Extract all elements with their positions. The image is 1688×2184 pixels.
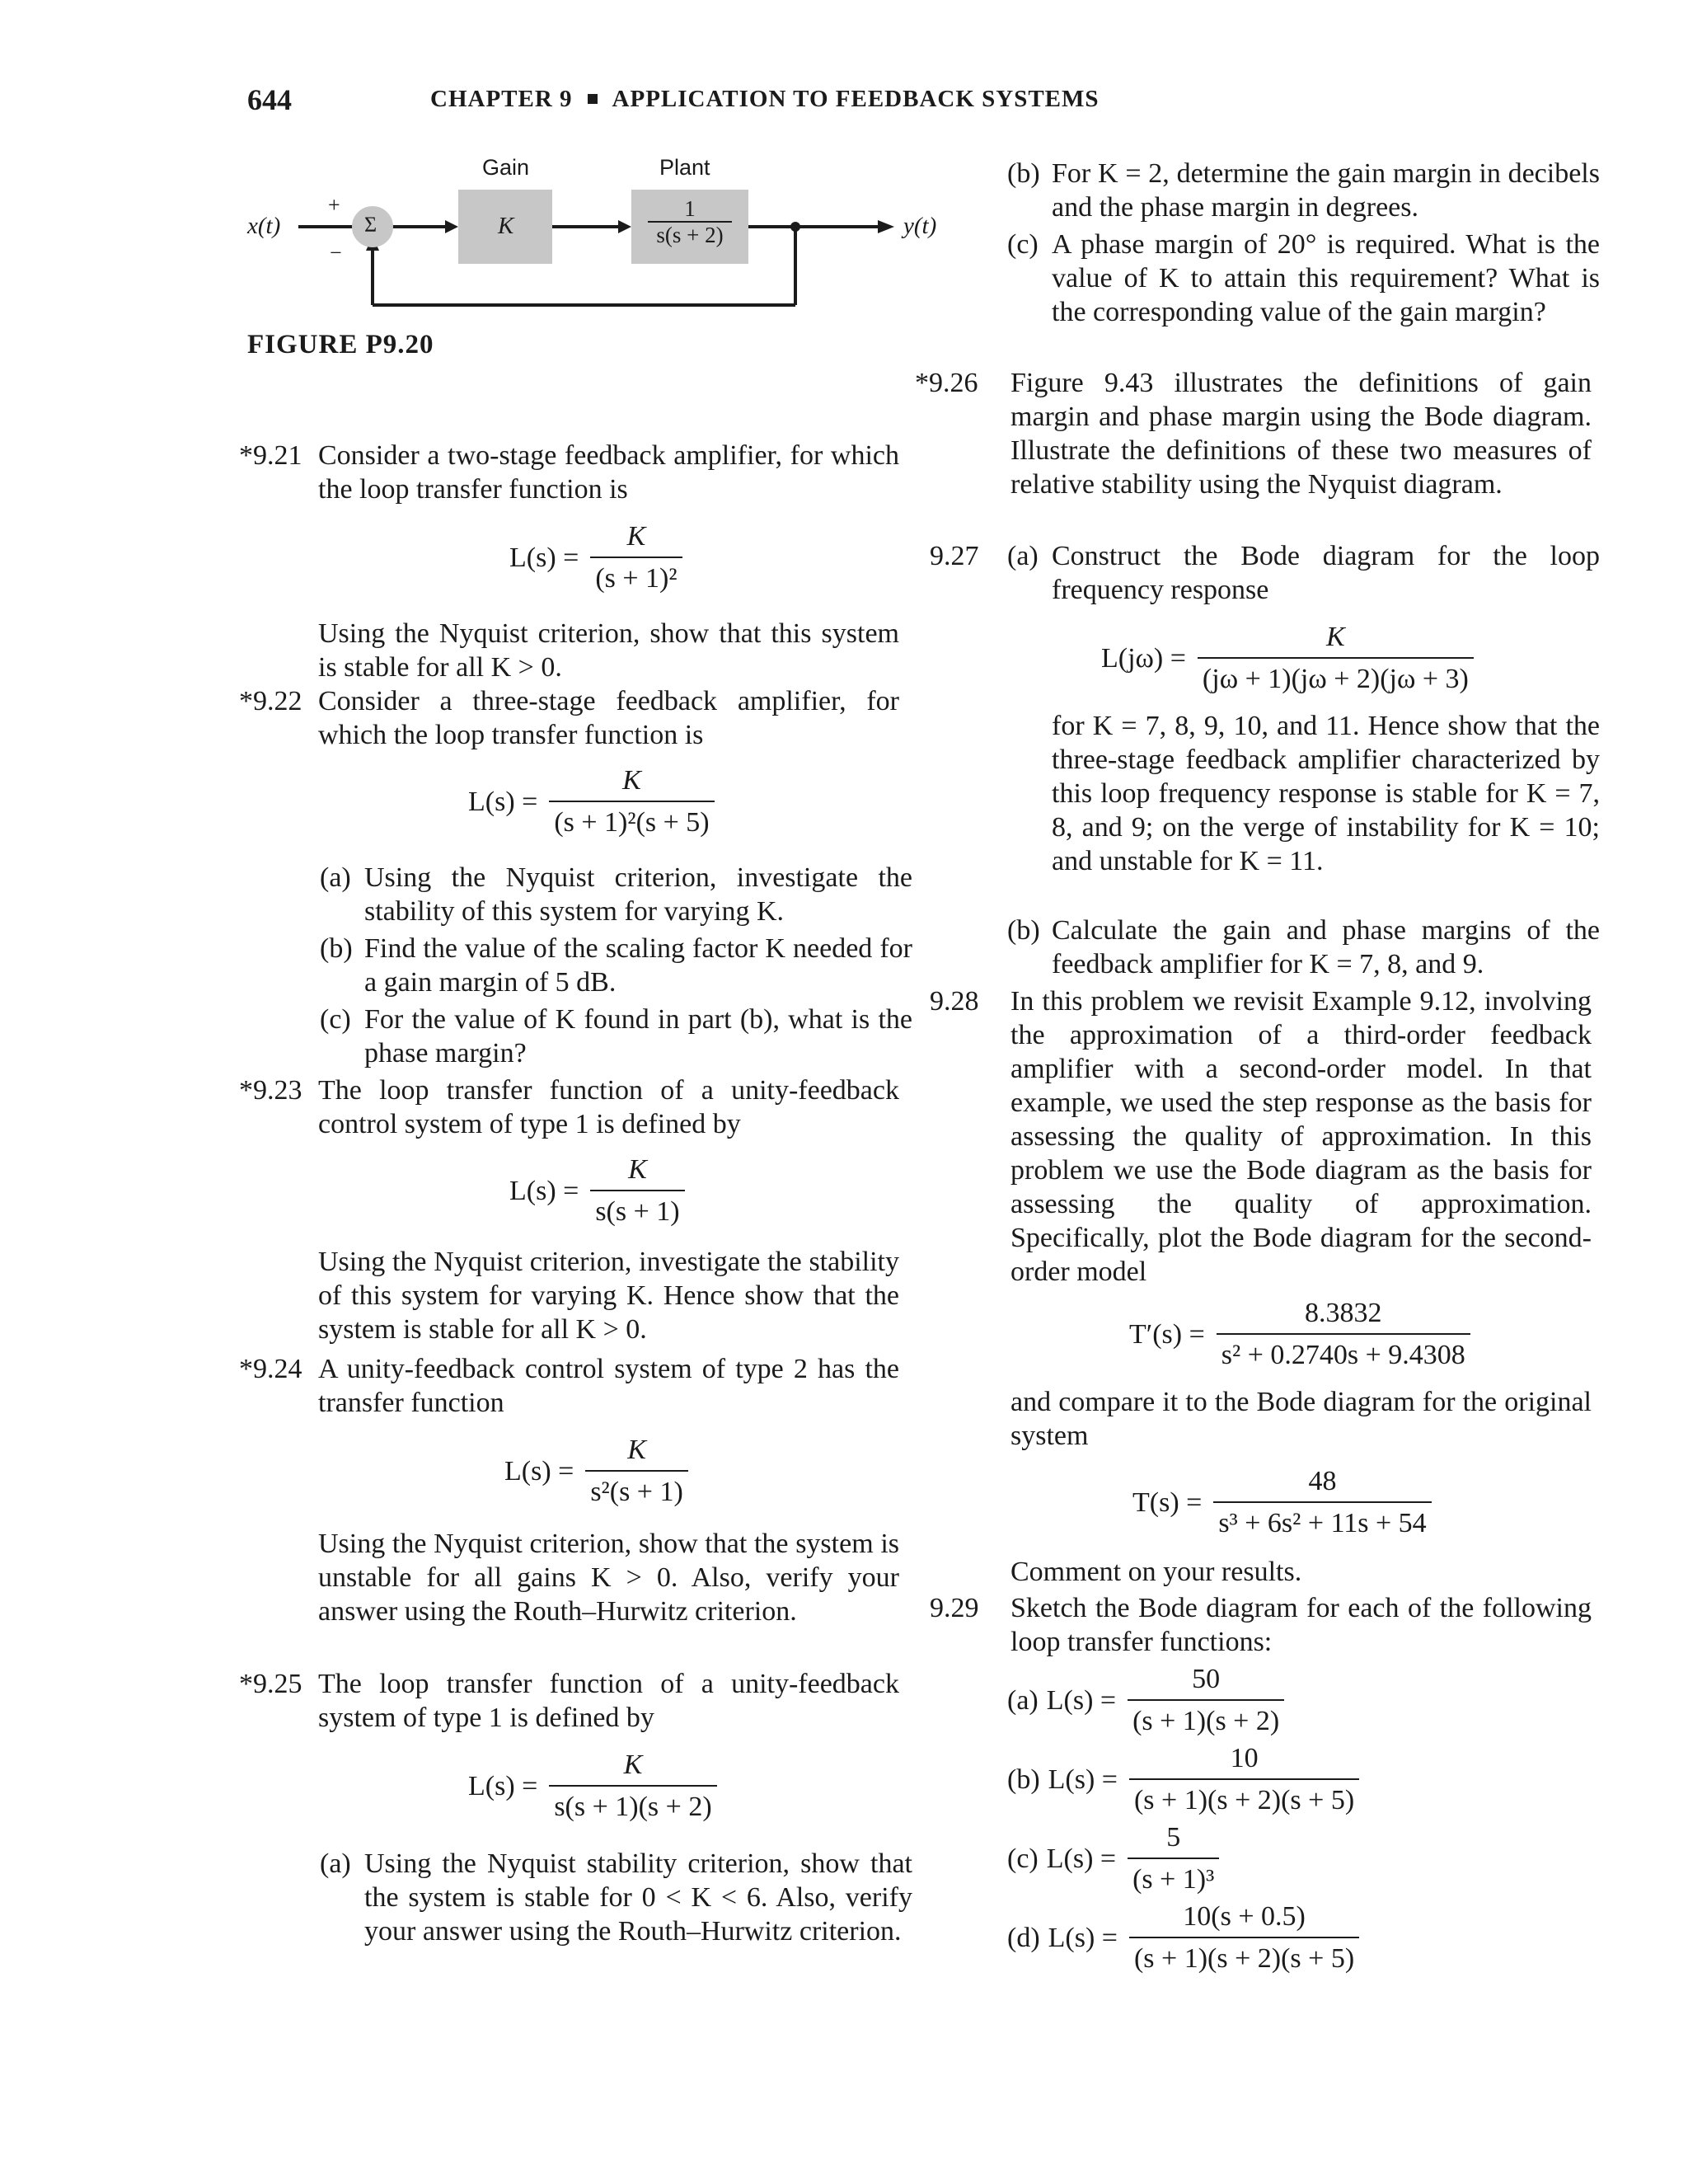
sub-question-tag: (c) <box>1007 229 1039 260</box>
equation <box>504 1433 688 1509</box>
equation-lhs: L(s) = <box>468 1770 538 1801</box>
plant-numerator: 1 <box>648 196 732 223</box>
sub-question <box>320 861 912 928</box>
equation-numerator: K <box>585 1433 687 1472</box>
equation-lhs: L(s) = <box>1048 1922 1118 1953</box>
equation-numerator: 8.3832 <box>1217 1296 1470 1335</box>
problem-intro: Consider a two-stage feedback amplifier, for which the loop transfer function is <box>318 440 899 505</box>
equation-denominator: s(s + 1) <box>595 1196 680 1227</box>
plus-sign: + <box>328 193 340 217</box>
plant-transfer-function <box>636 196 743 247</box>
output-signal-label: y(t) <box>903 213 937 239</box>
equation <box>1129 1296 1470 1372</box>
equation-denominator: (s + 1)(s + 2) <box>1132 1706 1280 1736</box>
equation-lhs: T′(s) = <box>1129 1318 1205 1350</box>
sub-question-tag: (d) <box>1007 1922 1040 1953</box>
equation-lhs: T(s) = <box>1132 1487 1203 1518</box>
bullet-separator-icon <box>588 94 598 104</box>
problem-text: Using the Nyquist criterion, show that this system is stable for all K > 0. <box>318 618 899 683</box>
gain-block-symbol: K <box>498 213 514 239</box>
problem-number: *9.24 <box>239 1354 302 1384</box>
equation <box>1007 1820 1219 1896</box>
equation-denominator: (jω + 1)(jω + 2)(jω + 3) <box>1202 664 1469 694</box>
equation <box>1101 620 1474 696</box>
equation-lhs: L(s) = <box>509 1175 579 1206</box>
sub-question-continued: for K = 7, 8, 9, 10, and 11. Hence show that the three-stage feedback amplifier characterized by this loop frequency response is stable for K = 7, 8, and 9; on the verge of instability for K = 10; and unstable for K = 11. <box>1052 711 1600 876</box>
minus-sign: − <box>330 241 342 265</box>
sub-question-tag: (b) <box>1007 915 1040 946</box>
equation-denominator: (s + 1)(s + 2)(s + 5) <box>1133 1785 1355 1815</box>
sub-question-tag: (b) <box>320 933 353 964</box>
equation-lhs: L(s) = <box>468 786 538 817</box>
equation-numerator: 50 <box>1128 1662 1284 1701</box>
problem-number: 9.29 <box>930 1593 979 1623</box>
problem-number: 9.28 <box>930 986 979 1017</box>
figure-caption: FIGURE P9.20 <box>247 330 434 359</box>
sub-question-tag: (a) <box>320 862 351 893</box>
gain-label: Gain <box>482 155 530 180</box>
problem-number: *9.26 <box>915 368 978 398</box>
problem-text: and compare it to the Bode diagram for the original system <box>1010 1387 1592 1451</box>
problem-number: *9.21 <box>239 440 302 471</box>
equation-lhs: L(s) = <box>1048 1764 1118 1795</box>
equation-lhs: L(s) = <box>504 1455 574 1487</box>
input-signal-label: x(t) <box>247 213 281 239</box>
equation <box>1007 1900 1359 1975</box>
equation-numerator: K <box>1198 620 1474 659</box>
problem-number: *9.25 <box>239 1669 302 1699</box>
equation-numerator: K <box>590 519 682 558</box>
sub-question-tag: (a) <box>1007 1684 1039 1716</box>
problem-intro: Consider a three-stage feedback amplifier, for which the loop transfer function is <box>318 686 899 750</box>
problem-intro: The loop transfer function of a unity-feedback system of type 1 is defined by <box>318 1669 899 1733</box>
problem-intro: A unity-feedback control system of type 2 has the transfer function <box>318 1354 899 1418</box>
equation <box>509 1153 685 1228</box>
page-number: 644 <box>247 83 292 116</box>
plant-label: Plant <box>659 155 710 180</box>
equation-numerator: K <box>549 763 714 802</box>
chapter-header <box>430 86 1100 113</box>
problem-text: Comment on your results. <box>1010 1557 1302 1587</box>
equation-numerator: K <box>590 1153 684 1191</box>
sub-question-tag: (b) <box>1007 1764 1040 1795</box>
block-diagram-wiring <box>247 148 989 346</box>
equation-denominator: (s + 1)² <box>595 563 678 594</box>
problem-text: Figure 9.43 illustrates the definitions of gain margin and phase margin using the Bode diagram. Illustrate the definitions of these two measures of relative stability using the Nyquist diagram. <box>1010 368 1592 500</box>
problem-text: Sketch the Bode diagram for each of the following loop transfer functions: <box>1010 1593 1592 1657</box>
equation-denominator: s(s + 1)(s + 2) <box>554 1792 712 1822</box>
sub-question <box>1007 539 1600 607</box>
problem-number: *9.22 <box>239 686 302 716</box>
problem-intro: The loop transfer function of a unity-feedback control system of type 1 is defined by <box>318 1075 899 1139</box>
sub-question-text: Calculate the gain and phase margins of the feedback amplifier for K = 7, 8, and 9. <box>1052 915 1600 979</box>
equation-lhs: L(s) = <box>1046 1843 1117 1874</box>
equation-denominator: (s + 1)³ <box>1132 1864 1215 1895</box>
equation-lhs: L(jω) = <box>1101 642 1186 674</box>
block-diagram <box>247 148 989 346</box>
problem-text: Using the Nyquist criterion, show that the system is unstable for all gains K > 0. Also, verify your answer using the Routh–Hurwitz criterion. <box>318 1529 899 1627</box>
sub-question <box>1007 157 1600 224</box>
sub-question <box>1007 228 1600 329</box>
problem-number: 9.27 <box>930 541 979 571</box>
sub-question-text: Using the Nyquist stability criterion, show that the system is stable for 0 < K < 6. Also, verify your answer using the Routh–Hurwitz criterion. <box>364 1848 912 1947</box>
equation-numerator: 10(s + 0.5) <box>1129 1900 1359 1938</box>
sub-question-text: Find the value of the scaling factor K needed for a gain margin of 5 dB. <box>364 933 912 998</box>
sub-question-tag: (c) <box>320 1004 351 1035</box>
sub-question <box>1007 914 1600 981</box>
chapter-title: APPLICATION TO FEEDBACK SYSTEMS <box>612 86 1100 112</box>
equation <box>509 519 682 595</box>
equation <box>468 763 715 839</box>
equation <box>1007 1662 1284 1738</box>
equation <box>1132 1464 1432 1540</box>
problem-text: In this problem we revisit Example 9.12, involving the approximation of a third-order feedback amplifier with a second-order model. In that example, we used the step response as the basis for assessing the quality of approximation. In this problem we use the Bode diagram as the basis for assessing the quality of approximation. Specifically, plot the Bode diagram for the second-order model <box>1010 986 1592 1287</box>
summing-junction-icon: Σ <box>364 213 377 237</box>
sub-question-text: A phase margin of 20° is required. What is the value of K to attain this requirement? What is the corresponding value of the gain margin? <box>1052 229 1600 327</box>
equation-lhs: L(s) = <box>509 542 579 573</box>
equation-numerator: 10 <box>1129 1741 1359 1780</box>
sub-question <box>320 1003 912 1070</box>
equation-numerator: 5 <box>1128 1820 1219 1859</box>
plant-denominator: s(s + 2) <box>656 223 724 247</box>
sub-question-text: For the value of K found in part (b), what is the phase margin? <box>364 1004 912 1069</box>
chapter-label: CHAPTER 9 <box>430 86 573 112</box>
problem-text: Using the Nyquist criterion, investigate the stability of this system for varying K. Hence show that the system is stable for all K > 0. <box>318 1247 899 1345</box>
equation <box>1007 1741 1359 1817</box>
problem-number: *9.23 <box>239 1075 302 1106</box>
sub-question <box>320 932 912 999</box>
equation-denominator: (s + 1)(s + 2)(s + 5) <box>1133 1943 1355 1974</box>
equation-numerator: K <box>549 1748 716 1787</box>
equation-denominator: s³ + 6s² + 11s + 54 <box>1218 1508 1427 1538</box>
sub-question-text: Using the Nyquist criterion, investigate the stability of this system for varying K. <box>364 862 912 927</box>
sub-question-tag: (b) <box>1007 158 1040 189</box>
equation-denominator: s²(s + 1) <box>590 1477 683 1507</box>
equation-numerator: 48 <box>1213 1464 1431 1503</box>
equation-denominator: s² + 0.2740s + 9.4308 <box>1221 1340 1465 1370</box>
sub-question-tag: (c) <box>1007 1843 1039 1874</box>
sub-question-text: For K = 2, determine the gain margin in decibels and the phase margin in degrees. <box>1052 158 1600 223</box>
sub-question-tag: (a) <box>320 1848 351 1879</box>
sub-question-tag: (a) <box>1007 541 1039 571</box>
equation-denominator: (s + 1)²(s + 5) <box>554 807 710 838</box>
equation <box>468 1748 717 1824</box>
sub-question-text: Construct the Bode diagram for the loop frequency response <box>1052 541 1600 605</box>
sub-question <box>320 1847 912 1948</box>
equation-lhs: L(s) = <box>1046 1684 1117 1716</box>
